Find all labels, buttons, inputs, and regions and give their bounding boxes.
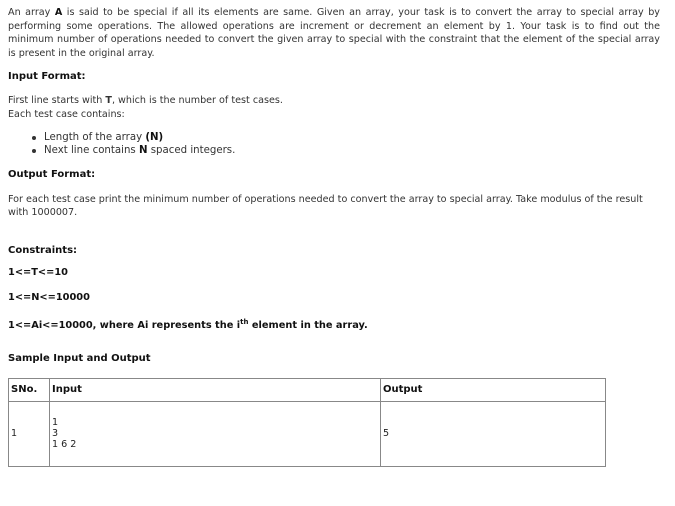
intro-text-2: is said to be special if all its elements are same. Given an array, your task is to convert the array to special array by performing some operations. The allowed operations are increment or decrement an element by 1. Your task is to find out the minimum number of operations needed to convert the given array to special with the constraint that the element of the special array is present in the original array. <box>8 7 660 59</box>
constraint-ai <box>8 317 660 332</box>
constraint-ai-superscript: th <box>240 317 249 326</box>
list-item-bold: N <box>138 145 148 157</box>
problem-intro <box>8 6 660 60</box>
output-format-heading: Output Format: <box>8 168 96 180</box>
column-header-input: Input <box>50 378 381 401</box>
input-format-line-2: Each test case contains: <box>8 108 125 120</box>
input-format-heading: Input Format: <box>8 71 86 82</box>
table-header-row <box>9 378 606 401</box>
list-item <box>32 131 660 144</box>
input-format-description <box>8 94 660 121</box>
problem-statement <box>8 6 660 467</box>
column-header-sno: SNo. <box>9 378 50 401</box>
intro-text-1: An array <box>8 7 55 18</box>
constraint-ai-suffix: element in the array. <box>248 319 368 331</box>
table-row <box>9 401 606 466</box>
cell-input <box>50 401 381 466</box>
constraint-t: 1<=T<=10 <box>8 266 68 278</box>
input-line-1-var: T <box>105 95 112 106</box>
input-line-1-suffix: , which is the number of test cases. <box>111 95 283 106</box>
list-item <box>32 144 660 157</box>
constraint-ai-prefix: 1<=Ai<=10000, where Ai represents the i <box>8 319 241 331</box>
input-line: 1 <box>52 417 59 429</box>
sample-heading: Sample Input and Output <box>8 352 151 364</box>
input-line: 1 6 2 <box>52 439 77 451</box>
list-item-text: Next line contains <box>44 145 139 157</box>
constraints-heading: Constraints: <box>8 244 78 256</box>
input-line-1-prefix: First line starts with <box>8 95 106 106</box>
cell-output: 5 <box>381 401 606 466</box>
input-line: 3 <box>52 428 59 440</box>
output-format-description: For each test case print the minimum number of operations needed to convert the array to special array. Take modulus of the result with 1000007. <box>8 193 643 219</box>
input-format-list <box>8 131 660 158</box>
cell-sno: 1 <box>9 401 50 466</box>
list-item-rest: spaced integers. <box>147 145 236 157</box>
column-header-output: Output <box>381 378 606 401</box>
list-item-bold: (N) <box>145 132 164 143</box>
input-format-line-1 <box>8 94 660 108</box>
sample-table <box>8 378 606 467</box>
intro-array-name: A <box>54 7 63 18</box>
constraint-n: 1<=N<=10000 <box>8 291 90 303</box>
list-item-text: Length of the array <box>44 132 146 143</box>
